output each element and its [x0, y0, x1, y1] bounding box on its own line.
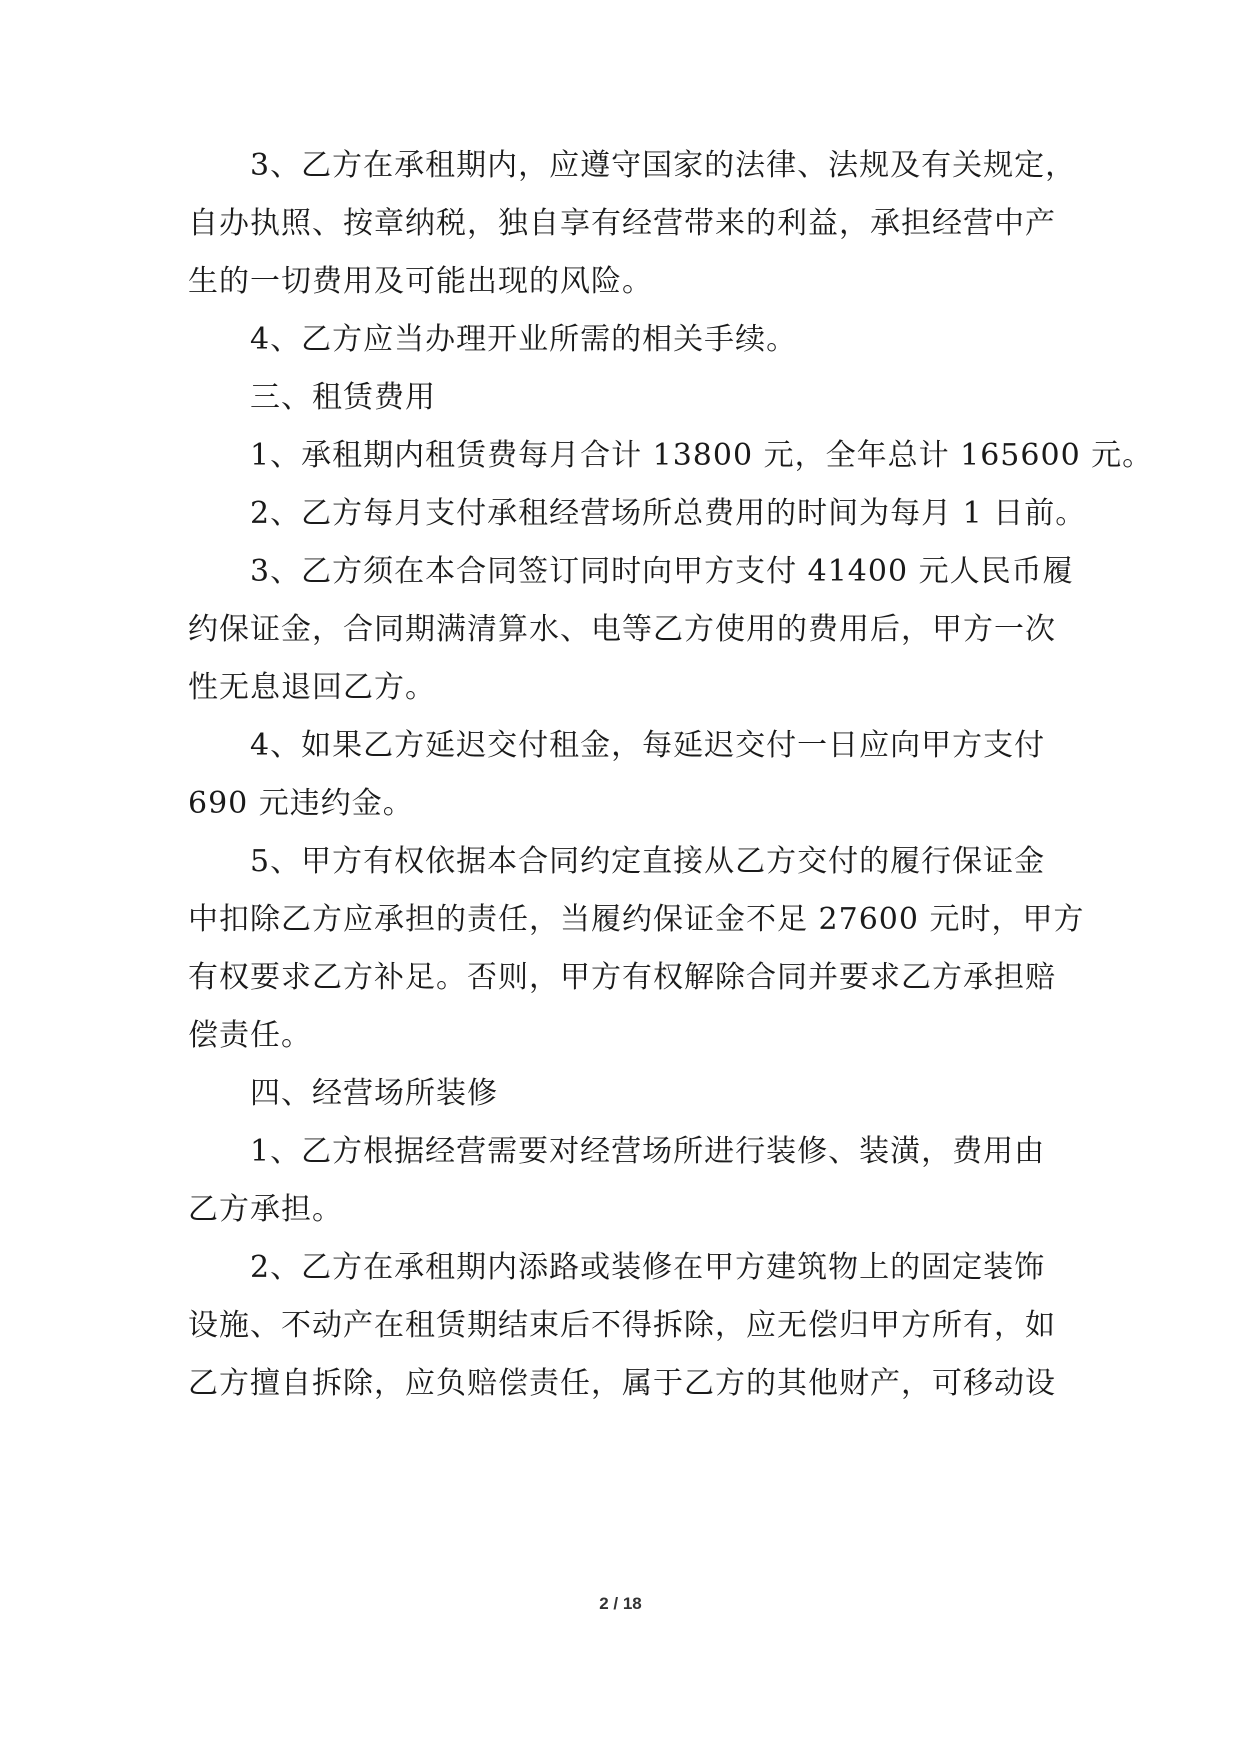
text-line: 中扣除乙方应承担的责任，当履约保证金不足 27600 元时，甲方 — [188, 902, 1085, 937]
text-line: 1、乙方根据经营需要对经营场所进行装修、装潢，费用由 — [250, 1134, 1046, 1169]
text-line: 4、乙方应当办理开业所需的相关手续。 — [250, 322, 798, 357]
text-line: 690 元违约金。 — [188, 786, 414, 821]
text-line: 乙方承担。 — [188, 1192, 343, 1227]
text-line: 1、承租期内租赁费每月合计 13800 元，全年总计 165600 元。 — [250, 438, 1154, 473]
text-line: 3、乙方须在本合同签订同时向甲方支付 41400 元人民币履 — [250, 554, 1074, 589]
text-line: 生的一切费用及可能出现的风险。 — [188, 264, 653, 299]
text-line: 2、乙方在承租期内添路或装修在甲方建筑物上的固定装饰 — [250, 1250, 1046, 1285]
text-line: 有权要求乙方补足。否则，甲方有权解除合同并要求乙方承担赔 — [188, 960, 1056, 995]
text-line: 自办执照、按章纳税，独自享有经营带来的利益，承担经营中产 — [188, 206, 1056, 241]
text-line: 设施、不动产在租赁期结束后不得拆除，应无偿归甲方所有，如 — [188, 1308, 1056, 1343]
text-line: 4、如果乙方延迟交付租金，每延迟交付一日应向甲方支付 — [250, 728, 1046, 763]
text-line: 3、乙方在承租期内，应遵守国家的法律、法规及有关规定， — [250, 148, 1077, 183]
text-line: 性无息退回乙方。 — [188, 670, 436, 705]
text-line: 乙方擅自拆除，应负赔偿责任，属于乙方的其他财产，可移动设 — [188, 1366, 1056, 1401]
text-line: 约保证金，合同期满清算水、电等乙方使用的费用后，甲方一次 — [188, 612, 1056, 647]
section-heading: 三、租赁费用 — [250, 380, 436, 415]
section-heading: 四、经营场所装修 — [250, 1076, 498, 1111]
text-line: 偿责任。 — [188, 1018, 312, 1053]
text-line: 5、甲方有权依据本合同约定直接从乙方交付的履行保证金 — [250, 844, 1046, 879]
text-line: 2、乙方每月支付承租经营场所总费用的时间为每月 1 日前。 — [250, 496, 1087, 531]
page-number: 2 / 18 — [599, 1594, 642, 1613]
